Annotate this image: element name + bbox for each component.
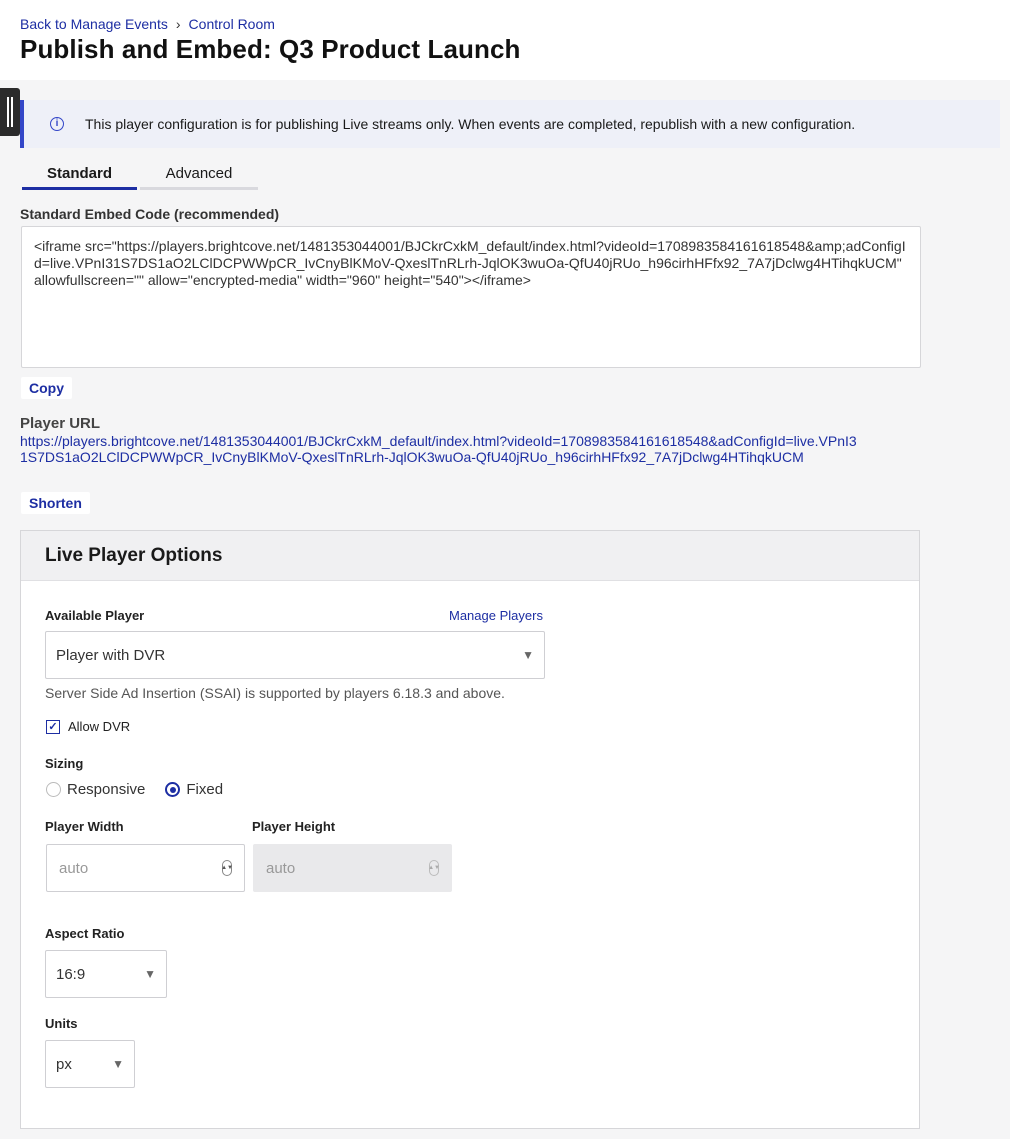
player-width-placeholder: auto: [59, 859, 89, 877]
available-player-label: Available Player: [45, 608, 145, 623]
allow-dvr-checkbox[interactable]: ✓: [46, 720, 60, 734]
breadcrumb-control-room-link[interactable]: Control Room: [188, 16, 275, 32]
ssai-note: Server Side Ad Insertion (SSAI) is supported by players 6.18.3 and above.: [45, 685, 505, 701]
live-player-options-panel: [20, 530, 920, 1129]
tab-standard[interactable]: Standard: [22, 160, 137, 190]
aspect-ratio-value: 16:9: [56, 965, 86, 983]
dropdown-arrow-icon: ▼: [112, 1057, 124, 1071]
page-title: Publish and Embed: Q3 Product Launch: [20, 34, 521, 64]
breadcrumb-separator: ›: [175, 16, 181, 32]
player-width-input[interactable]: [46, 844, 245, 892]
available-player-select[interactable]: [45, 631, 545, 679]
copy-button[interactable]: Copy: [21, 377, 72, 399]
aspect-ratio-label: Aspect Ratio: [45, 926, 125, 941]
sidebar-toggle-handle[interactable]: [0, 88, 20, 136]
player-height-label: Player Height: [252, 819, 336, 834]
sizing-radio-group: [46, 781, 243, 798]
player-width-label: Player Width: [45, 819, 124, 834]
manage-players-link[interactable]: Manage Players: [449, 608, 543, 623]
shorten-button[interactable]: Shorten: [21, 492, 90, 514]
breadcrumb: [20, 16, 275, 32]
info-icon: i: [50, 117, 64, 131]
embed-code-textarea[interactable]: <iframe src="https://players.brightcove.net/1481353044001/BJCkrCxkM_default/index.html?videoId=1708983584161618548&amp;adConfigId=live.VPnI31S7DS1aO2LClDCPWWpCR_IvCnyBlKMoV-QxeslTnRLrh-JqlOK3wuOa-QfU40jRUo_h96cirhHFfx92_7A7jDclwg4HTihqkUCM" allowfullscreen="" allow="encrypted-media" width="960" height="540"></iframe>: [21, 226, 921, 368]
allow-dvr-row: [46, 719, 130, 734]
tab-advanced[interactable]: Advanced: [140, 160, 258, 190]
number-spinner-icon[interactable]: ▲▼: [222, 860, 232, 876]
units-label: Units: [45, 1016, 78, 1031]
player-url-link[interactable]: https://players.brightcove.net/1481353044001/BJCkrCxkM_default/index.html?videoId=1708983584161618548&adConfigId=live.VPnI31S7DS1aO2LClDCPWWpCR_IvCnyBlKMoV-QxeslTnRLrh-JqlOK3wuOa-QfU40jRUo_h96cirhHFfx92_7A7jDclwg4HTihqkUCM: [20, 433, 857, 465]
info-banner: [20, 100, 1000, 148]
allow-dvr-label: Allow DVR: [68, 719, 131, 734]
live-player-options-title: Live Player Options: [21, 531, 919, 581]
grip-line: [7, 97, 9, 127]
sizing-fixed-label: Fixed: [186, 781, 224, 798]
number-spinner-icon: ▲▼: [429, 860, 439, 876]
player-height-placeholder: auto: [266, 859, 296, 877]
sizing-responsive-radio[interactable]: [46, 782, 61, 797]
dropdown-arrow-icon: ▼: [144, 967, 156, 981]
breadcrumb-back-link[interactable]: Back to Manage Events: [20, 16, 168, 32]
units-select[interactable]: [45, 1040, 135, 1088]
player-height-input: [253, 844, 452, 892]
player-url-label: Player URL: [20, 415, 101, 432]
dropdown-arrow-icon: ▼: [522, 648, 534, 662]
aspect-ratio-select[interactable]: [45, 950, 167, 998]
grip-line: [11, 97, 13, 127]
sizing-responsive-label: Responsive: [67, 781, 146, 798]
embed-tabs: [22, 160, 258, 190]
units-value: px: [56, 1055, 72, 1073]
sizing-label: Sizing: [45, 756, 84, 771]
page-header: [0, 0, 1010, 80]
embed-code-label: Standard Embed Code (recommended): [20, 206, 280, 222]
available-player-value: Player with DVR: [56, 646, 166, 664]
info-banner-message: This player configuration is for publishing Live streams only. When events are completed, republish with a new configuration.: [85, 116, 856, 132]
sizing-fixed-radio[interactable]: [165, 782, 180, 797]
